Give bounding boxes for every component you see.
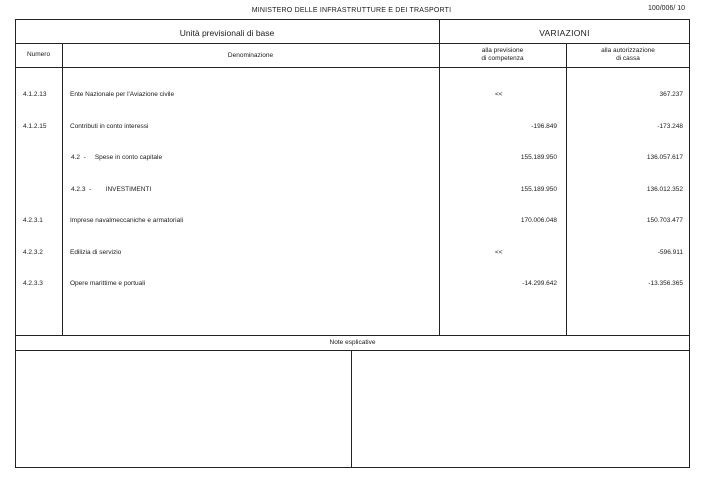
page-code: 100/006/ 10 [648,5,685,12]
row-denominazione: 4.2.3 - INVESTIMENTI [71,186,152,193]
notes-top-divider [15,335,690,336]
column-header-competenza-line2: di competenza [481,54,524,62]
competenza-cassa-divider [566,43,567,335]
row-numero: 4.2.3.1 [23,217,43,224]
ministry-title: MINISTERO DELLE INFRASTRUTTURE E DEI TRASPORTI [251,7,452,14]
row-cassa: 367.237 [659,91,683,98]
column-header-competenza [439,47,566,62]
row-competenza: 170.006.048 [520,217,557,224]
row-denominazione: Opere marittime e portuali [70,280,146,287]
row-competenza: 155.189.950 [520,154,557,161]
notes-right-box [352,351,689,467]
row-numero: 4.2.3.2 [23,249,43,256]
row-competenza: -14.299.642 [522,280,557,287]
column-header-numero: Numero [26,51,51,58]
row-cassa: 136.012.352 [646,186,683,193]
row-cassa: 136.057.617 [646,154,683,161]
row-denominazione: Ente Nazionale per l'Aviazione civile [70,91,175,98]
row-competenza: 155.189.950 [520,186,557,193]
row-numero: 4.1.2.13 [23,91,47,98]
row-denominazione: Imprese navalmeccaniche e armatoriali [70,217,184,224]
row-denominazione: 4.2 - Spese in conto capitale [71,154,163,161]
row-competenza: << [495,249,503,256]
row-denominazione: Edilizia di servizio [70,249,122,256]
column-header-cassa [566,47,690,62]
row-cassa: -596.911 [657,249,683,256]
row-numero: 4.1.2.15 [23,123,47,130]
group-header-upb: Unità previsionali di base [179,28,275,38]
row-cassa: -13.356.365 [648,280,683,287]
notes-left-box [16,351,350,467]
column-header-divider [15,67,690,68]
group-header-variazioni: VARIAZIONI [539,28,590,38]
row-numero: 4.2.3.3 [23,280,43,287]
row-competenza: -196.849 [531,123,557,130]
row-cassa: -173.248 [657,123,683,130]
column-header-competenza-line1: alla previsione [481,47,524,54]
notes-title: Note esplicative [329,339,376,346]
column-header-cassa-line2: di cassa [616,54,640,62]
column-header-denominazione: Denominazione [227,52,274,59]
numero-divider [62,43,63,335]
row-denominazione: Contributi in conto interessi [70,123,149,130]
row-cassa: 150.703.477 [646,217,683,224]
row-competenza: << [495,91,503,98]
upb-variazioni-divider [439,19,440,335]
column-header-cassa-line1: alla autorizzazione [601,47,655,54]
header-divider [15,43,690,44]
